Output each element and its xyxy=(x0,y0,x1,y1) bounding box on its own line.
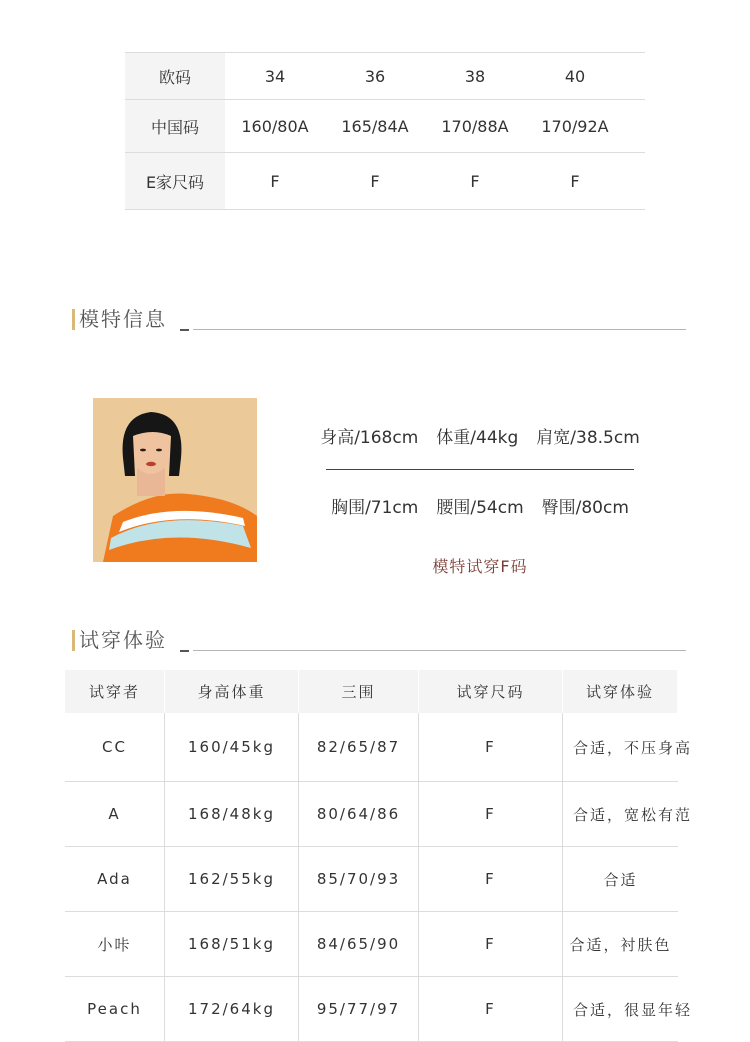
model-measurements xyxy=(300,420,660,520)
model-height: 身高/168cm xyxy=(320,427,419,448)
section-title: 模特信息 xyxy=(79,307,167,331)
tester-name: A xyxy=(65,782,165,846)
heading-rule xyxy=(193,650,686,651)
tester-name: Ada xyxy=(65,847,165,911)
tester-measurements: 84/65/90 xyxy=(299,912,419,976)
model-portrait-illustration xyxy=(93,398,257,562)
column-header: 试穿体验 xyxy=(563,670,678,713)
heading-accent-bar xyxy=(72,630,75,651)
heading-rule xyxy=(193,329,686,330)
tester-measurements: 85/70/93 xyxy=(299,847,419,911)
column-header: 身高体重 xyxy=(165,670,299,713)
size-cell: F xyxy=(570,171,580,191)
table-row xyxy=(65,713,693,782)
tester-name: CC xyxy=(65,713,165,781)
tester-feedback: 合适，宽松有范 xyxy=(573,805,693,824)
size-cell: 38 xyxy=(464,66,486,86)
size-cell: F xyxy=(370,171,380,191)
column-header: 试穿尺码 xyxy=(419,670,563,713)
size-row-eu xyxy=(125,53,645,100)
tester-feedback: 合适，很显年轻 xyxy=(573,1000,693,1019)
tester-height-weight: 168/48kg xyxy=(165,782,299,846)
size-cell: 170/88A xyxy=(441,116,509,136)
section-title: 试穿体验 xyxy=(79,628,167,652)
size-row-label: 欧码 xyxy=(125,53,225,99)
tester-size: F xyxy=(419,782,563,846)
tester-name: Peach xyxy=(65,977,165,1041)
size-cell: 36 xyxy=(364,66,386,86)
model-waist: 腰围/54cm xyxy=(436,497,524,518)
tester-height-weight: 172/64kg xyxy=(165,977,299,1041)
model-fit-note: 模特试穿F码 xyxy=(432,557,528,576)
tester-measurements: 95/77/97 xyxy=(299,977,419,1041)
table-row xyxy=(65,912,678,977)
table-row xyxy=(65,782,693,847)
size-cell: 160/80A xyxy=(241,116,309,136)
tester-feedback: 合适 xyxy=(603,870,638,889)
model-weight: 体重/44kg xyxy=(436,427,519,448)
tester-feedback: 合适，不压身高 xyxy=(573,738,693,757)
model-photo xyxy=(93,398,257,562)
column-header: 三围 xyxy=(299,670,419,713)
tester-measurements: 82/65/87 xyxy=(299,713,419,781)
model-shoulder: 肩宽/38.5cm xyxy=(536,427,640,448)
size-cell: 170/92A xyxy=(541,116,609,136)
tester-feedback: 合适，衬肤色 xyxy=(569,935,672,954)
heading-accent-bar xyxy=(72,309,75,330)
tryon-table xyxy=(65,670,693,1042)
size-cell: 40 xyxy=(564,66,586,86)
tester-height-weight: 162/55kg xyxy=(165,847,299,911)
model-stats-line-2 xyxy=(300,490,660,520)
tester-height-weight: 168/51kg xyxy=(165,912,299,976)
model-hip: 臀围/80cm xyxy=(541,497,629,518)
size-row-label: E家尺码 xyxy=(125,153,225,209)
heading-dash xyxy=(180,329,189,331)
table-row xyxy=(65,977,693,1042)
size-chart-table xyxy=(125,52,645,210)
stats-divider xyxy=(326,469,634,470)
model-bust: 胸围/71cm xyxy=(331,497,419,518)
model-stats-line-1 xyxy=(300,420,660,450)
size-row-label: 中国码 xyxy=(125,100,225,152)
tester-measurements: 80/64/86 xyxy=(299,782,419,846)
size-cell: F xyxy=(270,171,280,191)
size-row-brand xyxy=(125,153,645,210)
size-cell: 34 xyxy=(264,66,286,86)
tester-size: F xyxy=(419,847,563,911)
heading-dash xyxy=(180,650,189,652)
table-row xyxy=(65,847,678,912)
tester-size: F xyxy=(419,713,563,781)
table-header-row xyxy=(65,670,678,713)
tester-height-weight: 160/45kg xyxy=(165,713,299,781)
tester-size: F xyxy=(419,977,563,1041)
tester-name: 小咔 xyxy=(65,912,165,976)
size-cell: 165/84A xyxy=(341,116,409,136)
model-info-heading xyxy=(72,307,686,333)
size-row-cn xyxy=(125,100,645,153)
column-header: 试穿者 xyxy=(65,670,165,713)
size-cell: F xyxy=(470,171,480,191)
tryon-heading xyxy=(72,628,686,654)
tester-size: F xyxy=(419,912,563,976)
